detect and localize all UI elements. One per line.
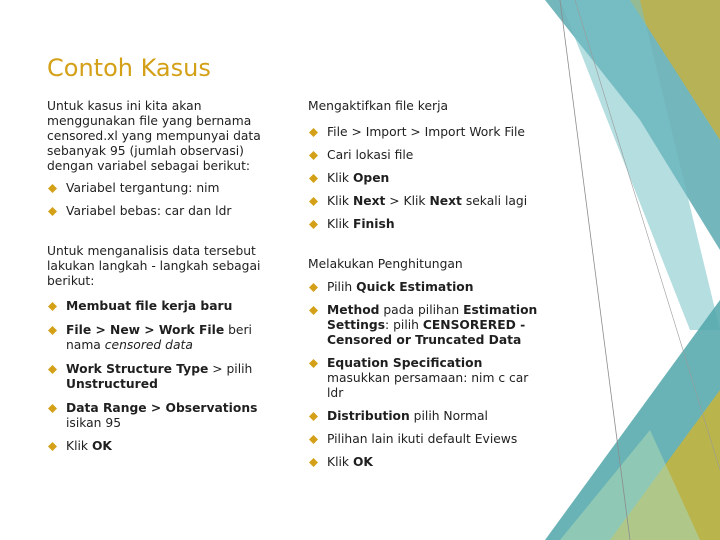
list2-item-2: Method pada pilihan Estimation Settings: pilih CENSORERED - Censored or Truncated Data (308, 303, 540, 348)
step-5-pre: Klik (66, 439, 92, 453)
diamond-bullet-icon (309, 128, 318, 137)
diamond-bullet-icon (309, 412, 318, 421)
diamond-bullet-icon (309, 359, 318, 368)
left-column (47, 99, 287, 454)
diamond-bullet-icon (48, 404, 57, 413)
diamond-bullet-icon (48, 365, 57, 374)
diamond-bullet-icon (309, 435, 318, 444)
diamond-bullet-icon (309, 197, 318, 206)
diamond-bullet-icon (309, 306, 318, 315)
heading-mengaktifkan: Mengaktifkan file kerja (308, 99, 449, 113)
list2-item-6: Klik OK (308, 455, 540, 470)
list1-item-3: Klik Open (308, 171, 540, 186)
step-3-rest: > pilih (208, 362, 253, 376)
step-1-bold: Membuat file kerja baru (66, 299, 233, 313)
diamond-bullet-icon (309, 151, 318, 160)
step-5-bold: OK (91, 439, 112, 453)
list2-item-1: Pilih Quick Estimation (308, 280, 540, 295)
list1-item-4: Klik Next > Klik Next sekali lagi (308, 194, 540, 209)
slide-title: Contoh Kasus (47, 54, 211, 82)
step-2-italic: censored data (104, 338, 193, 352)
step-2-rest: beri nama (66, 323, 252, 352)
list1-item-2: Cari lokasi file (308, 148, 540, 163)
step-4-bold: Data Range > Observations (66, 401, 258, 415)
list1-item-5: Klik Finish (308, 217, 540, 232)
diamond-bullet-icon (48, 184, 57, 193)
step-3-bold: Work Structure Type (66, 362, 209, 376)
step-4-rest: isikan 95 (66, 416, 122, 430)
list-item-var-dependent: Variabel tergantung: nim (47, 181, 287, 196)
diamond-bullet-icon (48, 442, 57, 451)
list2-item-5: Pilihan lain ikuti default Eviews (308, 432, 540, 447)
intro2-paragraph: Untuk menganalisis data tersebut lakukan langkah - langkah sebagai berikut: (47, 244, 261, 288)
diamond-bullet-icon (48, 207, 57, 216)
step-2-bold: File > New > Work File (66, 323, 225, 337)
heading-penghitungan: Melakukan Penghitungan (308, 257, 463, 271)
list-item-step-3 (47, 362, 287, 392)
list-item-step-2 (47, 323, 287, 353)
diamond-bullet-icon (309, 458, 318, 467)
step-3-bold2: Unstructured (66, 377, 158, 391)
diamond-bullet-icon (309, 283, 318, 292)
diamond-bullet-icon (48, 326, 57, 335)
diamond-bullet-icon (309, 174, 318, 183)
list-item-step-5 (47, 439, 287, 454)
list-item-var-independent: Variabel bebas: car dan ldr (47, 204, 287, 219)
list-item-step-4 (47, 401, 287, 431)
list2-item-4: Distribution pilih Normal (308, 409, 540, 424)
diamond-bullet-icon (48, 302, 57, 311)
list2-item-3: Equation Specification masukkan persamaan: nim c car ldr (308, 356, 540, 401)
right-column (308, 99, 540, 470)
list1-item-1: File > Import > Import Work File (308, 125, 540, 140)
intro-paragraph: Untuk kasus ini kita akan menggunakan file yang bernama censored.xl yang mempunyai data sebanyak 95 (jumlah observasi) dengan variabel sebagai berikut: (47, 99, 261, 173)
list-item-step-1 (47, 299, 287, 314)
diamond-bullet-icon (309, 220, 318, 229)
